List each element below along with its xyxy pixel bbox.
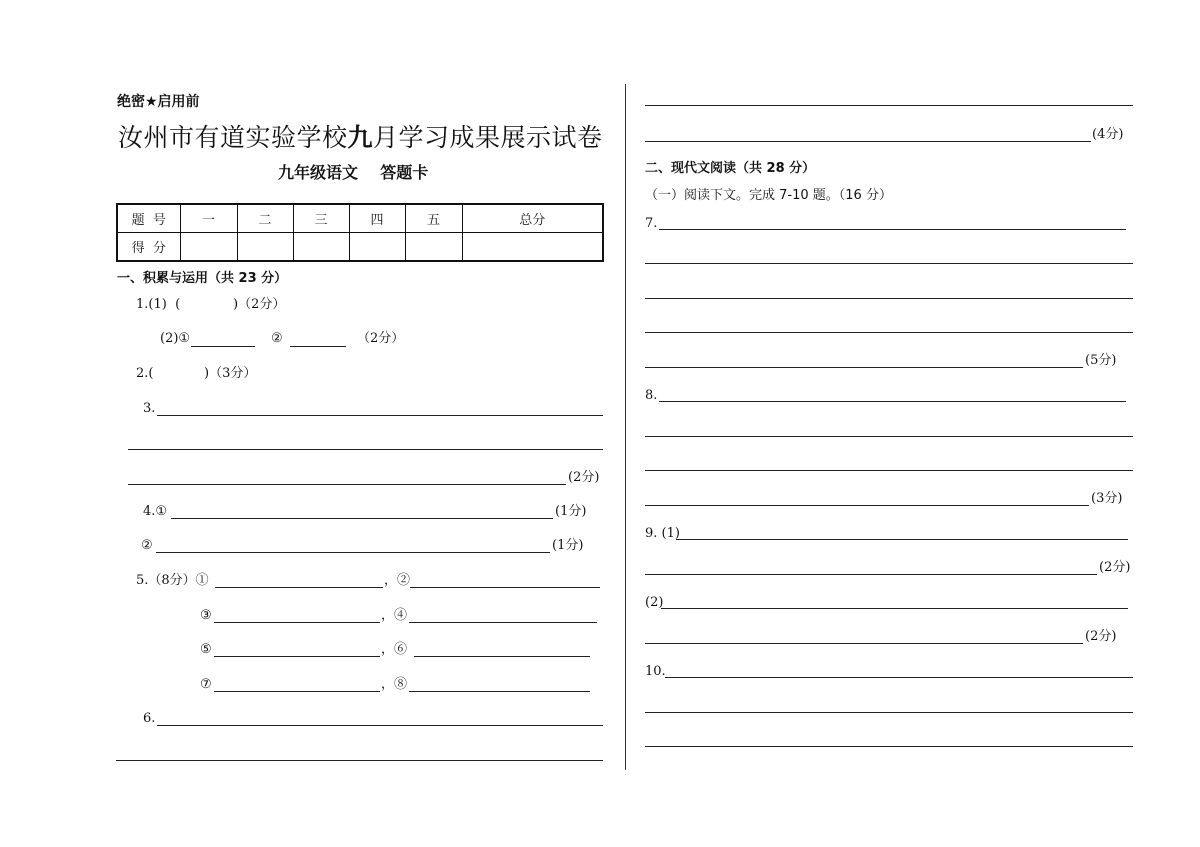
q7-answer-line-1[interactable]: [659, 229, 1126, 230]
q1-part1-label: 1.(1) (: [136, 297, 181, 312]
q5-answer8-blank[interactable]: [409, 691, 590, 692]
q5-answer5-blank[interactable]: [214, 656, 380, 657]
q5-row2-label: ③: [200, 608, 212, 623]
q5-answer7-blank[interactable]: [214, 691, 380, 692]
exam-title-part1: 汝州市有道实验学校: [118, 123, 348, 152]
section-2-title: 二、现代文阅读（共 28 分）: [645, 161, 816, 176]
q9-part2-points: (2分): [1085, 629, 1117, 644]
exam-title-bold: 九: [347, 123, 374, 152]
subsection-title: （一）阅读下文。完成 7-10 题。（16 分）: [645, 188, 892, 203]
q1-part1-points: )（2分）: [233, 297, 286, 312]
q6-continued-line-2[interactable]: [645, 141, 1091, 142]
score-table: [116, 203, 604, 262]
q3-answer-line-2[interactable]: [128, 449, 603, 450]
q9-label: 9. (1): [645, 526, 680, 541]
q1-part2-label: (2)①: [160, 331, 191, 346]
score-row-label: 得 分: [117, 233, 180, 262]
q7-label: 7.: [645, 216, 658, 231]
score-header-cell: 四: [349, 204, 405, 233]
score-table-score-row: [117, 233, 603, 262]
q10-label: 10.: [645, 664, 666, 679]
q3-label: 3.: [143, 401, 156, 416]
q8-answer-line-4[interactable]: [645, 505, 1089, 506]
q1-part2-answer2-blank[interactable]: [290, 346, 346, 347]
q1-part2-points: （2分）: [357, 331, 405, 346]
q3-answer-line-1[interactable]: [157, 415, 603, 416]
exam-title-part2: 月学习成果展示试卷: [373, 123, 603, 152]
q5-sep-6: ，⑥: [381, 642, 408, 657]
q4-part2-label: ②: [141, 538, 153, 553]
q8-points: (3分): [1091, 491, 1123, 506]
q6-answer-line-1[interactable]: [157, 725, 603, 726]
q5-sep-4: ，④: [381, 608, 408, 623]
score-header-cell: 总分: [462, 204, 603, 233]
q10-answer-line-2[interactable]: [645, 712, 1133, 713]
score-header-cell: 五: [405, 204, 462, 233]
q8-answer-line-3[interactable]: [645, 470, 1133, 471]
q1-part2-mid-label: ②: [271, 331, 283, 346]
q5-answer4-blank[interactable]: [409, 622, 597, 623]
confidential-label: 绝密★启用前: [117, 94, 200, 110]
q5-answer3-blank[interactable]: [214, 622, 380, 623]
q6-continued-line-1[interactable]: [645, 105, 1133, 106]
q6-points: (4分): [1092, 127, 1124, 142]
q9-part1-points: (2分): [1099, 560, 1131, 575]
score-header-cell: 三: [293, 204, 349, 233]
q5-answer6-blank[interactable]: [414, 656, 590, 657]
q7-answer-line-4[interactable]: [645, 332, 1133, 333]
q4-answer1-line[interactable]: [171, 518, 553, 519]
q5-label: 5.（8分）①: [136, 573, 209, 588]
score-input-cell[interactable]: [349, 233, 405, 262]
q9-part2-line-1[interactable]: [661, 608, 1128, 609]
q7-answer-line-2[interactable]: [645, 263, 1133, 264]
q7-points: (5分): [1085, 353, 1117, 368]
q9-part2-line-2[interactable]: [645, 643, 1083, 644]
q5-answer1-blank[interactable]: [215, 587, 383, 588]
q7-answer-line-5[interactable]: [645, 367, 1083, 368]
score-input-cell[interactable]: [405, 233, 462, 262]
q5-row3-label: ⑤: [200, 642, 212, 657]
section-1-title: 一、积累与运用（共 23 分）: [117, 271, 288, 286]
q6-answer-line-2[interactable]: [116, 760, 603, 761]
q9-part1-line-1[interactable]: [676, 539, 1128, 540]
score-header-cell: 题 号: [117, 204, 180, 233]
q10-answer-line-1[interactable]: [665, 677, 1133, 678]
score-input-cell[interactable]: [180, 233, 237, 262]
q2-label: 2.(: [136, 366, 154, 381]
q3-answer-line-3[interactable]: [128, 484, 566, 485]
q4-label: 4.①: [143, 504, 168, 519]
q6-label: 6.: [143, 711, 156, 726]
score-table-header-row: [117, 204, 603, 233]
score-header-cell: 一: [180, 204, 237, 233]
exam-title: [118, 118, 603, 154]
q9-part2-label: (2): [645, 595, 664, 610]
score-input-cell[interactable]: [462, 233, 603, 262]
exam-subtitle: 九年级语文 答题卡: [278, 163, 429, 182]
score-header-cell: 二: [237, 204, 293, 233]
q5-sep-8: ，⑧: [381, 677, 408, 692]
q3-points: (2分): [568, 470, 600, 485]
q4-part2-points: (1分): [552, 538, 584, 553]
q4-answer2-line[interactable]: [156, 552, 550, 553]
q9-part1-line-2[interactable]: [645, 574, 1097, 575]
q10-answer-line-3[interactable]: [645, 746, 1133, 747]
q5-sep-2: ，②: [384, 573, 411, 588]
q8-answer-line-1[interactable]: [659, 401, 1126, 402]
q5-row4-label: ⑦: [200, 677, 212, 692]
q7-answer-line-3[interactable]: [645, 298, 1133, 299]
score-input-cell[interactable]: [293, 233, 349, 262]
q4-part1-points: (1分): [555, 504, 587, 519]
column-divider: [625, 84, 626, 770]
q8-label: 8.: [645, 388, 658, 403]
q2-points: )（3分）: [204, 366, 257, 381]
score-input-cell[interactable]: [237, 233, 293, 262]
q8-answer-line-2[interactable]: [645, 436, 1133, 437]
q5-answer2-blank[interactable]: [410, 587, 600, 588]
q1-part2-answer1-blank[interactable]: [191, 346, 255, 347]
